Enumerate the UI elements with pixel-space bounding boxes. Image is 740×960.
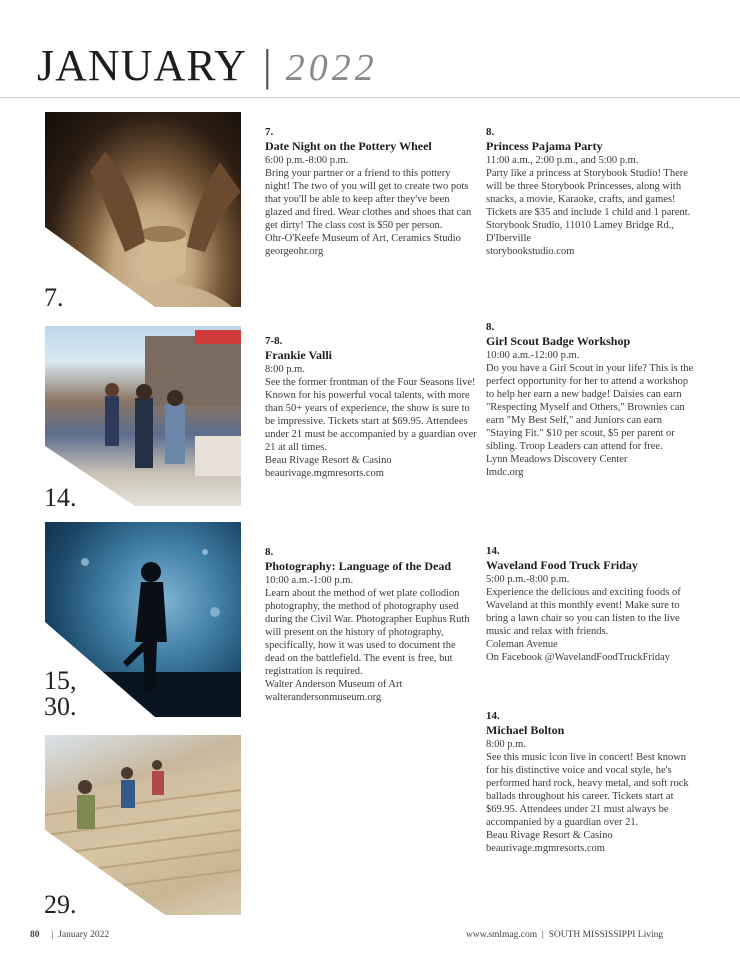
photo-label-14: 14. bbox=[44, 483, 77, 512]
event-venue: Beau Rivage Resort & Casino bbox=[486, 830, 613, 841]
event-website[interactable]: storybookstudio.com bbox=[486, 246, 575, 257]
event-website[interactable]: lmdc.org bbox=[486, 467, 524, 478]
event-website[interactable]: walterandersonmuseum.org bbox=[265, 692, 382, 703]
event-website[interactable]: On Facebook @WavelandFoodTruckFriday bbox=[486, 652, 670, 663]
event-description: Party like a princess at Storybook Studio! There will be three Storybook Princesses, along with snacks, a movie, Karaoke, crafts, and games! Tickets are $35 and include 1 child and 1 parent. bbox=[486, 168, 691, 218]
event-time: 8:00 p.m. bbox=[265, 364, 305, 375]
year-title: 2022 bbox=[285, 47, 378, 89]
page-header bbox=[37, 40, 378, 100]
title-separator: | bbox=[262, 41, 272, 90]
footer-right: www.smlmag.com | SOUTH MISSISSIPPI Living bbox=[466, 930, 664, 940]
event-description: See the former frontman of the Four Seasons live! Known for his powerful vocal talents, with more than 50+ years of experience, the show is sure to be impressive. Tickets start at $69.95. Attendees under 21 must be accompanied by a guardian over 21 at all times. bbox=[265, 377, 477, 453]
pottery-wheel-photo bbox=[45, 112, 241, 307]
event-time: 8:00 p.m. bbox=[486, 739, 526, 750]
event-description: Do you have a Girl Scout in your life? This is the perfect opportunity for her to attend a workshop to help her earn a new badge! Daisies can earn "Respecting Myself and Others," Brownies can earn "My Best Self," and Juniors can earn "Staying Fit." $10 per scout, $5 per parent or sibling. Troop Leaders can attend for free. bbox=[486, 363, 694, 452]
photo-label-29: 29. bbox=[44, 890, 77, 919]
event-venue: Lynn Meadows Discovery Center bbox=[486, 454, 628, 465]
runners-on-steps-photo bbox=[45, 735, 241, 915]
event-description: Experience the delicious and exciting foods of Waveland at this monthly event! Make sure to bring a lawn chair so you can listen to the live music and relax with friends. bbox=[486, 587, 681, 637]
event-michael-bolton bbox=[486, 710, 698, 855]
event-title: Waveland Food Truck Friday bbox=[486, 558, 638, 572]
event-venue: Storybook Studio, 11010 Lamey Bridge Rd., D'Iberville bbox=[486, 220, 675, 244]
event-title: Frankie Valli bbox=[265, 348, 333, 362]
event-venue: Beau Rivage Resort & Casino bbox=[265, 455, 392, 466]
event-date: 14. bbox=[486, 545, 500, 557]
event-description: Bring your partner or a friend to this pottery night! The two of you will get to create two pots that you'll be able to keep after they've been glazed and fired. Wear clothes and shoes that can get dirty! The class cost is $50 per person. bbox=[265, 168, 472, 231]
event-girl-scout-badge-workshop bbox=[486, 321, 698, 479]
magazine-website[interactable]: www.smlmag.com bbox=[466, 930, 538, 940]
event-date: 7. bbox=[265, 126, 274, 138]
event-title: Princess Pajama Party bbox=[486, 139, 603, 153]
event-date: 7-8. bbox=[265, 335, 283, 347]
event-venue: Coleman Avenue bbox=[486, 639, 558, 650]
event-frankie-valli bbox=[265, 335, 477, 480]
photo-label-15-30: 15, 30. bbox=[44, 666, 77, 721]
event-venue: Ohr-O'Keefe Museum of Art, Ceramics Studio bbox=[265, 233, 461, 244]
event-date: 8. bbox=[265, 546, 274, 558]
event-date: 14. bbox=[486, 710, 500, 722]
event-time: 11:00 a.m., 2:00 p.m., and 5:00 p.m. bbox=[486, 155, 639, 166]
event-title: Michael Bolton bbox=[486, 723, 565, 737]
footer-left: 80 | January 2022 bbox=[30, 930, 110, 940]
event-time: 10:00 a.m.-12:00 p.m. bbox=[486, 350, 580, 361]
event-princess-pajama-party bbox=[486, 126, 698, 258]
issue-date: January 2022 bbox=[58, 930, 110, 940]
event-title: Girl Scout Badge Workshop bbox=[486, 334, 631, 348]
event-website[interactable]: georgeohr.org bbox=[265, 246, 324, 257]
event-date: 8. bbox=[486, 321, 495, 333]
event-date: 8. bbox=[486, 126, 495, 138]
event-venue: Walter Anderson Museum of Art bbox=[265, 679, 403, 690]
event-description: Learn about the method of wet plate collodion photography, the method of photography used during the Civil War. Photographer Euphus Ruth will present on the history of photography, specifically, how it was used to document the dead on the battlefield. The event is free, but registration is required. bbox=[265, 588, 470, 677]
event-website[interactable]: beaurivage.mgmresorts.com bbox=[265, 468, 384, 479]
page-number: 80 bbox=[30, 930, 40, 940]
event-title: Photography: Language of the Dead bbox=[265, 559, 452, 573]
event-waveland-food-truck-friday bbox=[486, 545, 698, 664]
header-rule bbox=[0, 97, 740, 98]
event-time: 5:00 p.m.-8:00 p.m. bbox=[486, 574, 570, 585]
event-title: Date Night on the Pottery Wheel bbox=[265, 139, 432, 153]
event-pottery-night bbox=[265, 126, 477, 258]
photo-label-7: 7. bbox=[44, 283, 64, 312]
month-title: JANUARY bbox=[37, 41, 247, 90]
event-website[interactable]: beaurivage.mgmresorts.com bbox=[486, 843, 605, 854]
event-time: 6:00 p.m.-8:00 p.m. bbox=[265, 155, 349, 166]
event-photography-language-of-the-dead bbox=[265, 546, 477, 704]
market-crowd-photo bbox=[45, 326, 241, 506]
event-time: 10:00 a.m.-1:00 p.m. bbox=[265, 575, 354, 586]
magazine-brand: SOUTH MISSISSIPPI Living bbox=[548, 930, 664, 940]
event-description: See this music icon live in concert! Best known for his distinctive voice and vocal style, he's performed hard rock, heavy metal, and soft rock ballads throughout his career. Tickets start at $69.95. Attendees under 21 must always be accompanied by a guardian over 21. bbox=[486, 752, 689, 828]
